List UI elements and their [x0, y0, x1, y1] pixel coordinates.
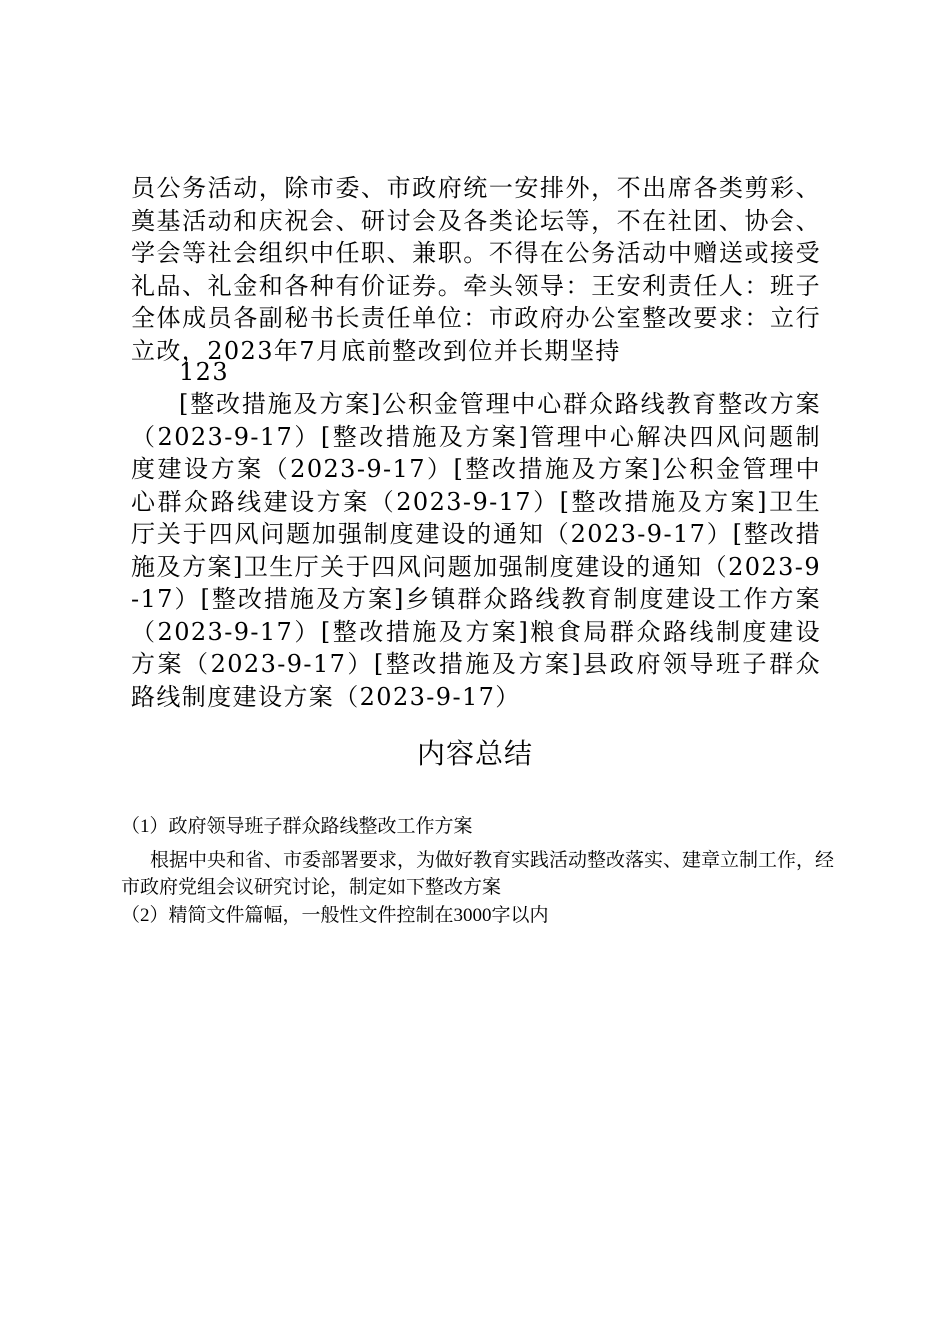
summary-item-1-detail: 根据中央和省、市委部署要求，为做好教育实践活动整改落实、建章立制工作，经市政府党组会议研究讨论，制定如下整改方案	[121, 850, 835, 898]
paragraph-continuation: 员公务活动，除市委、市政府统一安排外，不出席各类剪彩、奠基活动和庆祝会、研讨会及各类论坛等，不在社团、协会、学会等社会组织中任职、兼职。不得在公务活动中赠送或接受礼品、礼金和各种有价证券。牵头领导：王安利责任人：班子全体成员各副秘书长责任单位：市政府办公室整改要求：立行立改，2023年7月底前整改到位并长期坚持	[131, 174, 821, 365]
related-links-list: [整改措施及方案]公积金管理中心群众路线教育整改方案（2023-9-17）[整改措施及方案]管理中心解决四风问题制度建设方案（2023-9-17）[整改措施及方案]公积金管理中心群众路线建设方案（2023-9-17）[整改措施及方案]卫生厅关于四风问题加强制度建设的通知（2023-9-17）[整改措施及方案]卫生厅关于四风问题加强制度建设的通知（2023-9-17）[整改措施及方案]乡镇群众路线教育制度建设工作方案（2023-9-17）[整改措施及方案]粮食局群众路线制度建设方案（2023-9-17）[整改措施及方案]县政府领导班子群众路线制度建设方案（2023-9-17）	[131, 390, 821, 711]
summary-item-2: （2）精简文件篇幅，一般性文件控制在3000字以内	[121, 905, 549, 926]
summary-item-1: （1）政府领导班子群众路线整改工作方案	[121, 816, 473, 837]
page-number: 123	[179, 358, 230, 386]
summary-heading: 内容总结	[416, 737, 533, 770]
